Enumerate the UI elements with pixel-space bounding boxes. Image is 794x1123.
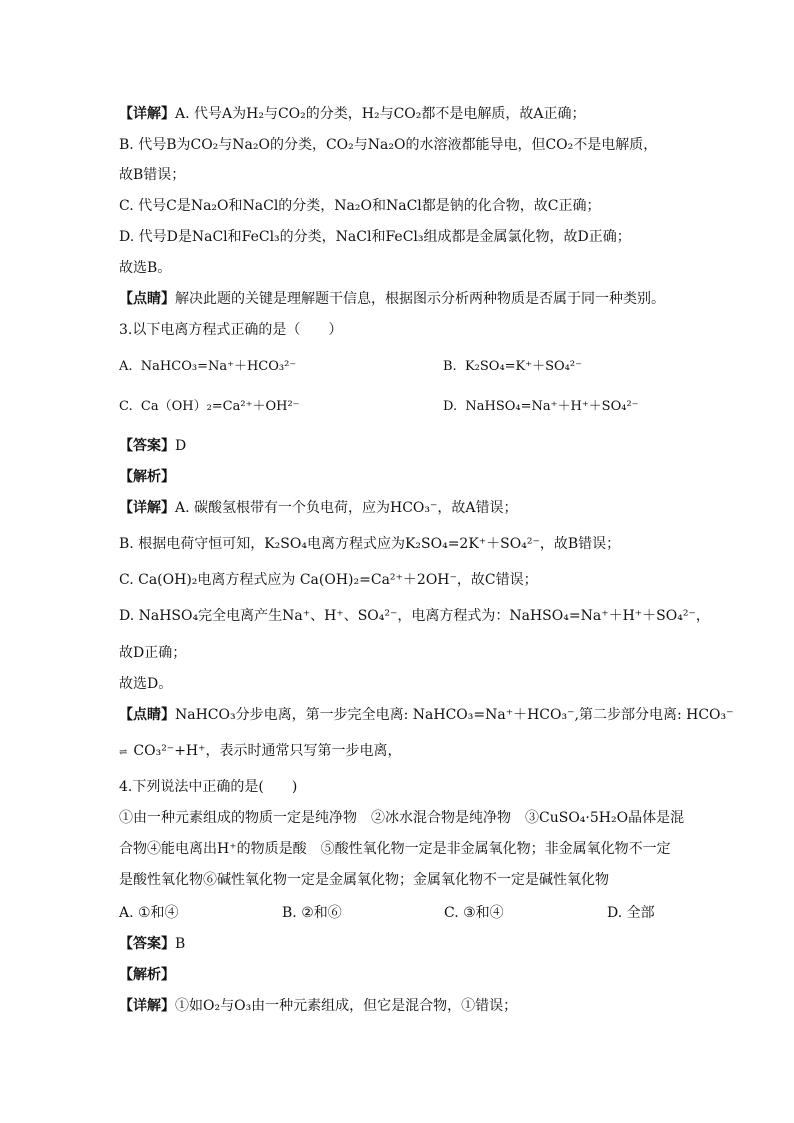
q3-detail-d2: 故D正确； (119, 645, 187, 661)
option-text: Ca（OH）₂=Ca²⁺＋OH²⁻ (140, 399, 300, 414)
q4-option-c: C. ③和④ (444, 905, 504, 921)
q3-option-c (119, 397, 300, 417)
q3-remark-text2: CO₃²⁻+H⁺，表示时通常只写第一步电离， (133, 743, 402, 759)
q3-answer (119, 436, 186, 456)
remark-tag: 【点睛】 (119, 291, 175, 307)
q3-option-b (443, 357, 582, 377)
q4-statement-line3: 是酸性氧化物⑥碱性氧化物一定是金属氧化物；金属氧化物不一定是碱性氧化物 (119, 872, 609, 888)
option-label: C. (119, 399, 133, 414)
option-label: A. (119, 359, 133, 374)
q4-option-a: A. ①和④ (119, 905, 179, 921)
detail-tag: 【详解】 (119, 998, 175, 1014)
q3-analysis-tag: 【解析】 (119, 469, 175, 485)
q3-a-detail: A. 碳酸氢根带有一个负电荷，应为HCO₃⁻，故A错误； (175, 500, 518, 516)
option-text: NaHSO₄=Na⁺＋H⁺＋SO₄²⁻ (465, 399, 639, 414)
q2-detail-c: C. 代号C是Na₂O和NaCl的分类，Na₂O和NaCl都是钠的化合物，故C正确； (119, 198, 601, 214)
q2-choose: 故选B。 (119, 260, 172, 276)
q3-option-a (119, 357, 296, 377)
q4-analysis-tag: 【解析】 (119, 967, 175, 983)
q2-detail-d: D. 代号D是NaCl和FeCl₃的分类，NaCl和FeCl₃组成都是金属氯化物，故D正确； (119, 229, 631, 245)
option-text: K₂SO₄=K⁺＋SO₄²⁻ (464, 359, 582, 374)
q3-stem: 3.以下电离方程式正确的是（ ） (119, 322, 343, 338)
q2-a-line: A. 代号A为H₂与CO₂的分类，H₂与CO₂都不是电解质，故A正确； (175, 106, 586, 122)
q3-detail-a (119, 498, 518, 518)
remark-tag: 【点睛】 (119, 707, 175, 723)
q4-stem: 4.下列说法中正确的是( ) (119, 779, 298, 795)
q4-detail1-text: ①如O₂与O₃由一种元素组成，但它是混合物，①错误； (175, 998, 518, 1014)
q2-detail-b1: B. 代号B为CO₂与Na₂O的分类，CO₂与Na₂O的水溶液都能导电，但CO₂不是电解质， (119, 137, 658, 153)
q3-choose: 故选D。 (119, 676, 173, 692)
option-label: B. (443, 359, 457, 374)
equilibrium-arrow-icon: ⇌ (119, 747, 128, 758)
q3-detail-d: D. NaHSO₄完全电离产生Na⁺、H⁺、SO₄²⁻，电离方程式为：NaHSO₄=Na⁺＋H⁺＋SO₄²⁻， (119, 608, 710, 624)
q3-remark-text: NaHCO₃分步电离，第一步完全电离: NaHCO₃=Na⁺＋HCO₃⁻,第二步部分电离: HCO₃⁻ (175, 707, 734, 723)
q2-detail-b2: 故B错误； (119, 167, 186, 183)
q4-detail-1 (119, 996, 517, 1016)
q2-remark-text: 解决此题的关键是理解题干信息，根据图示分析两种物质是否属于同一种类别。 (175, 291, 665, 307)
detail-tag: 【详解】 (119, 500, 175, 516)
option-text: NaHCO₃=Na⁺＋HCO₃²⁻ (140, 359, 297, 374)
q3-remark-line2 (119, 741, 402, 763)
answer-tag: 【答案】 (119, 936, 175, 952)
q4-statement-line2: 合物④能电离出H⁺的物质是酸 ⑤酸性氧化物一定是非金属氧化物；非金属氧化物不一定 (119, 841, 671, 857)
q3-detail-b: B. 根据电荷守恒可知，K₂SO₄电离方程式应为K₂SO₄=2K⁺＋SO₄²⁻，故B错误； (119, 536, 621, 552)
detail-tag: 【详解】 (119, 106, 175, 122)
q3-detail-c: C. Ca(OH)₂电离方程式应为 Ca(OH)₂=Ca²⁺＋2OH⁻，故C错误； (119, 572, 538, 588)
answer-value: B (175, 936, 186, 952)
q3-remark-line1 (119, 705, 734, 725)
q3-option-d (443, 397, 639, 417)
q4-answer (119, 934, 185, 954)
q4-statement-line1: ①由一种元素组成的物质一定是纯净物 ②冰水混合物是纯净物 ③CuSO₄·5H₂O晶体是混 (119, 810, 685, 826)
answer-tag: 【答案】 (119, 438, 175, 454)
answer-value: D (175, 438, 187, 454)
q4-option-b: B. ②和⑥ (282, 905, 342, 921)
q2-detail-a (119, 104, 585, 124)
option-label: D. (443, 399, 458, 414)
q4-option-d: D. 全部 (607, 905, 655, 921)
q2-remark (119, 289, 665, 309)
